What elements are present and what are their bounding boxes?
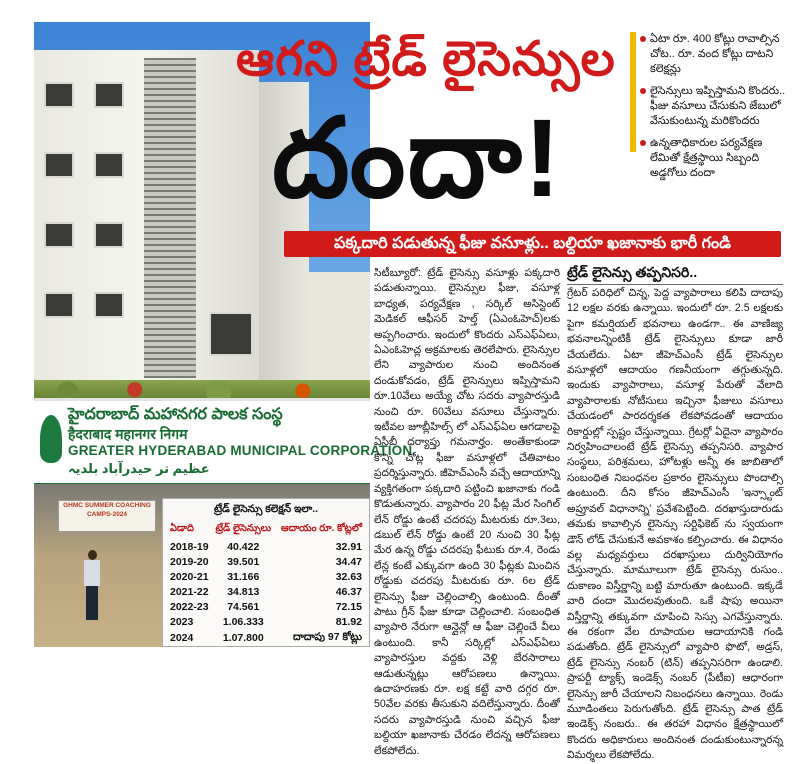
table-cell: 32.63 [335,570,362,583]
table-header-licenses: ట్రేడ్ లైసెన్సులు [215,523,271,534]
ghmc-emblem-icon [40,415,62,463]
article-column-2 [567,286,783,762]
table-cell: 34.47 [335,555,362,568]
window [44,152,74,178]
window [44,222,74,248]
headline-main: దందా! [272,97,563,220]
highlight-point: లైసెన్సులు ఇప్పిస్తామని కొందరు.. ఫీజు వసూలు చేసుకుని జేబులో వేసుకుంటున్న మరికొందరు [640,84,788,129]
table-cell: 39.501 [227,555,260,568]
table-cell: 46.37 [335,585,362,598]
table-row [169,599,363,614]
table-cell: 1.06.333 [222,615,264,628]
table-row [169,614,363,629]
window [44,82,74,108]
table-row [169,629,363,647]
table-row [169,584,363,599]
table-cell: 31.166 [227,570,260,583]
headline-subhead: పక్కదారి పడుతున్న ఫీజు వసూళ్లు.. బల్దియా ఖజానాకు భారీ గండి [284,231,781,257]
table-cell: 2019-20 [170,555,209,568]
highlight-point: ఏటా రూ. 400 కోట్లు రావాల్సిన చోట.. రూ. వంద కోట్లు దాటని కలెక్షన్లు [640,32,788,77]
person-figure [84,550,100,620]
table-cell: దాదాపు 97 కోట్లు [292,630,362,643]
column-2-heading: ట్రేడ్ లైసెన్సు తప్పనిసరి.. [567,264,783,285]
window [94,292,124,318]
table-cell: 40.422 [227,540,260,553]
table-cell: 32.91 [335,540,362,553]
table-cell: 81.92 [335,615,362,628]
side-accent-bar [630,32,636,152]
window [94,222,124,248]
window [44,292,74,318]
window [94,152,124,178]
collection-table [169,521,363,647]
highlight-points [640,32,788,188]
building-grille [144,58,196,378]
article-paragraph: సిటీబ్యూరో: ట్రేడ్ లైసెన్సు వసూళ్లు పక్కదారి పడుతున్నాయి. లైసెన్సుల ఫీజు, వసూళ్ల బాధ్యత, పర్యవేక్షణ , సర్కిల్ అసిస్టెంట్ మెడికల్ ఆఫీసర్ హెల్త్ (ఏఎంఓహెచ్)లకు అప్పగించారు. ఇందులో కొందరు ఎస్ఎఫ్ఏలు, ఏఎంఓహెచ్ల అక్రమాలకు తెరలేపారు. లైసెన్సుల లేని వ్యాపారుల నుంచి అందినంత దండుకోవడం, ట్రేడ్ లైసెన్సులు ఇప్పిస్తామని రూ.10వేలు అయ్యే చోట సదరు వ్యాపారస్తుడి నుంచి రూ. 60వేలు వసూలు చేస్తున్నారు. ఇటీవల జూబ్లీహిల్స్ లో ఎస్ఎఫ్ఏల ఆగడాలపై ఏసీబీ దర్యాప్తు గమనార్హం. అంతేకాకుండా కొన్ని చోట్ల ఫీజు వసూళ్లలో చేతివాటం ప్రదర్శిస్తున్నారు. జీహెచ్ఎంసీ వచ్చే ఆదాయాన్ని వ్యక్తిగతంగా పక్కదారి పట్టించి ఖజానాకు గండి కొడుతున్నారు. వ్యాపారం 20 ఫీట్ల మేర సింగిల్ లేన్ రోడ్డు ఉంటే చదరపు మీటరుకు రూ.3లు, డబుల్ లేన్ రోడ్డు ఉంటే 20 నుంచి 30 ఫీట్ల మేర ఉన్న రోడ్డు చదరపు ఫీటుకు రూ.4, రెండు లేన్ల కంటే ఎక్కువగా ఉంది 30 ఫీట్లకు మించిన రోడ్డుకు చదరపు మీటరుకు రూ. 6ల ట్రేడ్ లైసెన్సు ఫీజు చెల్లించాల్సి ఉంటుంది. దీంతో పాటు గ్రీన్ ఫీజు కూడా చెల్లించాలి. సంబంధిత వ్యాపారి నేరుగా ఆన్లైన్లో ఆ ఫీజు చెల్లించే వీలు ఉంటుంది. కానీ సర్కిల్లో ఎస్ఎఫ్ఏలు వ్యాపారస్తుల వద్దకు వెళ్లి బేరసారాలు ఆడుతున్నట్లు ఆరోపణలు ఉన్నాయి. ఉదాహరణకు రూ. లక్ష కట్టే వారి దగ్గర రూ. 50వేల వరకు తీసుకుని వదిలేస్తున్నారు. దీంతో సదరు వ్యాపారస్తుడి నుంచి వచ్చిన ఫీజు బల్దియా ఖజానాకు చేరడం లేదన్న ఆరోపణలు లేకపోలేదు. [374,267,560,757]
table-cell: 74.561 [227,600,260,613]
collection-table-box [162,498,370,647]
table-cell: 2024 [170,632,194,644]
table-cell: 2018-19 [170,540,209,553]
sign-urdu: عظیم تر حیدرآباد بلدیہ [68,461,210,476]
article-column-1 [374,266,560,757]
table-cell: 2023 [170,615,194,628]
ghmc-signboard [34,398,413,487]
table-header-revenue: ఆదాయం రూ. కోట్లలో [281,523,362,534]
table-row [169,569,363,584]
table-cell: 2020-21 [170,570,209,583]
table-header-year: ఏడాది [170,523,194,534]
headline-kicker: ఆగని ట్రేడ్ లైసెన్సుల [236,33,616,86]
table-row [169,554,363,569]
table-cell: 72.15 [335,600,362,613]
table-title: ట్రేడ్ లైసెన్సు కలెక్షన్ ఇలా.. [213,503,319,515]
building-right-block [309,272,370,382]
table-row [169,539,363,554]
sign-telugu: హైదరాబాద్ మహానగర పాలక సంస్థ [68,406,283,423]
coaching-camp-banner [58,500,156,532]
table-cell: 34.813 [227,585,260,598]
article-paragraph: గ్రేటర్ పరిధిలో చిన్న, పెద్ద వ్యాపారాలు కలిపి దాదాపు 12 లక్షల వరకు ఉన్నాయి. ఇందులో రూ. 2.5 లక్షలకు పైగా కమర్షియల్ భవనాలు ఉండగా.. ఈ వాణిజ్య భవనాలన్నింటికీ ట్రేడ్ లైసెన్సులు కూడా జారీ చేయలేదు. ఏటా జీహెచ్ఎంసీ ట్రేడ్ లైసెన్సుల వసూళ్లలో ఆదాయం గణనీయంగా తగ్గుతున్నది. ఇందుకు వ్యాపారాలు, వసూళ్ల పేరుతో వేలాది వ్యాపారాలకు నోటీసులు ఇచ్చినా ఫీజులు వసూలు చేయడంలో పారదర్శకత లేకపోవడంతో ఆదాయం రికార్డుల్లో స్పష్టం చేస్తున్నాయి. గ్రేటర్లో ఏదైనా వ్యాపారం నిర్వహించాలంటే ట్రేడ్ లైసెన్సు తప్పనిసరి. వ్యాపార సంస్థలు, పరిశ్రమలు, హోటళ్లు అన్నీ ఈ జాబితాలో సంబంధిత నిబంధనల ప్రకారం లైసెన్సులు పొందాల్సి ఉంటుంది. దీని కోసం జీహెచ్ఎంసీ 'ఇన్స్టాంట్ అప్రూవల్ విధానాన్ని' ప్రవేశపెట్టింది. దరఖాస్తుదారుడు తమకు కావాల్సిన లైసెన్సు సర్టిఫికెట్ ను స్వయంగా డౌన్ లోడ్ చేసుకునే అవకాశం కల్పించారు. ఈ విధానం వల్ల మధ్యవర్తులు దరఖాస్తులు దుర్వినియోగం చేస్తున్నారు. మామూలుగా ట్రేడ్ లైసెన్సు రుసుం.. దుకాణం విస్తీర్ణాన్ని బట్టి మారుతూ ఉంటుంది. ఇక్కడే వారి దందా మొదలవుతుంది. ఒకే షాపు అయినా విస్తీర్ణాన్ని తక్కువగా చూపించి సెస్సు ఎగవేస్తున్నారు. ఈ రకంగా వేల రూపాయల ఆదాయానికి గండి పడుతోంది. ట్రేడ్ లైసెన్సులో వ్యాపారి ఫొటో, అడ్రస్, ట్రేడ్ లైసెన్సు నంబర్ (టిన్) తప్పనిసరిగా ఉండాలి. ప్రాపర్టీ ట్యాక్స్ ఇండెక్స్ నంబర్ (పీటీఐ) ఆధారంగా లైసెన్సు జారీ చేయాలని నిబంధనలు ఉన్నాయి. రెండు మూడింతలు పెరుగుతోంది. ట్రేడ్ లైసెన్సు పాత ట్రేడ్ ఇండెక్స్ నంబరు.. ఈ తరహా విధానం క్షేత్రస్థాయిలో కొందరు అధికారులు అందినంత దండుకుంటున్నారన్న విమర్శలు లేకపోలేదు. [567,287,783,762]
coaching-camp-banner-text: GHMC SUMMER COACHING CAMPS-2024 [63,502,151,518]
highlight-point: ఉన్నతాధికారుల పర్యవేక్షణ లేమితో క్షేత్రస్థాయి సిబ్బంది అడ్డగోలు దందా [640,136,788,181]
window [209,312,253,356]
sign-english: GREATER HYDERABAD MUNICIPAL CORPORATION [68,443,413,458]
window [94,82,124,108]
sign-hindi: हैदराबाद महानगर निगम [68,426,188,442]
table-cell: 1.07.800 [222,632,264,644]
table-cell: 2022-23 [170,600,209,613]
table-cell: 2021-22 [170,585,209,598]
